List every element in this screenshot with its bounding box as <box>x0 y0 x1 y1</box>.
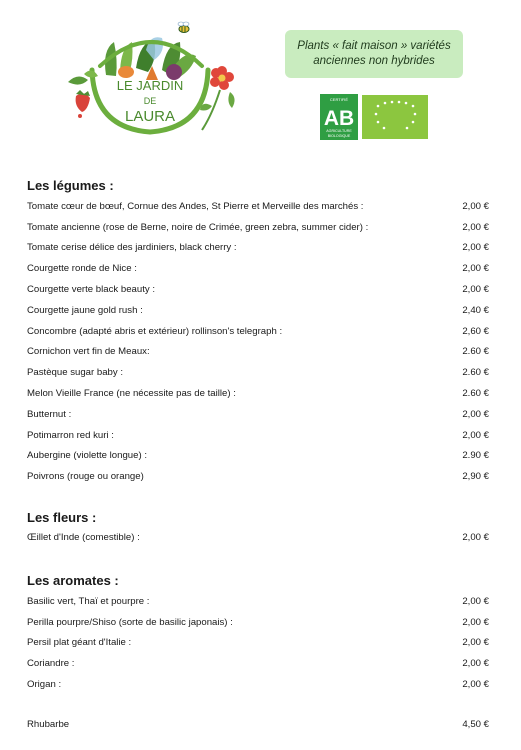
section-title-aromates: Les aromates : <box>27 573 119 588</box>
item-price: 2,00 € <box>462 221 489 233</box>
ab-biologique-text: BIOLOGIQUE <box>327 134 351 138</box>
item-price: 2,00 € <box>462 595 489 607</box>
item-price: 4,50 € <box>462 718 489 730</box>
list-item <box>27 425 489 446</box>
item-name: Persil plat géant d'Italie : <box>27 637 132 649</box>
list-item <box>27 591 489 612</box>
list-item <box>27 300 489 321</box>
jardin-de-laura-logo <box>62 20 242 145</box>
item-price: 2,00 € <box>462 408 489 420</box>
item-name: Tomate cerise délice des jardiniers, black cherry : <box>27 242 237 254</box>
list-item <box>27 404 489 425</box>
legumes-list <box>27 196 489 487</box>
list-item <box>27 383 489 404</box>
bee-icon <box>178 22 189 33</box>
section-title-legumes: Les légumes : <box>27 178 114 193</box>
list-item <box>27 674 489 695</box>
item-price: 2.60 € <box>462 367 489 379</box>
list-item <box>27 527 489 548</box>
logo-text-line1: LE JARDIN <box>116 78 184 93</box>
item-price: 2,40 € <box>462 304 489 316</box>
eu-organic-leaf-icon <box>362 95 428 139</box>
list-item <box>27 238 489 259</box>
item-name: Œillet d'Inde (comestible) : <box>27 531 140 543</box>
tagline-line2: anciennes non hybrides <box>313 55 435 67</box>
section-title-fleurs: Les fleurs : <box>27 510 97 525</box>
item-price: 2,00 € <box>462 679 489 691</box>
item-price: 2,00 € <box>462 284 489 296</box>
list-item <box>27 321 489 342</box>
item-price: 2,00 € <box>462 429 489 441</box>
list-item <box>27 342 489 363</box>
item-name: Rhubarbe <box>27 718 70 730</box>
item-name: Aubergine (violette longue) : <box>27 450 147 462</box>
list-item <box>27 714 489 735</box>
item-price: 2,00 € <box>462 263 489 275</box>
organic-certification-logo <box>320 94 430 140</box>
item-price: 2,00 € <box>462 637 489 649</box>
list-item <box>27 612 489 633</box>
list-item <box>27 217 489 238</box>
tagline-box <box>285 30 463 78</box>
item-price: 2,60 € <box>462 325 489 337</box>
item-name: Cornichon vert fin de Meaux: <box>27 346 150 358</box>
item-name: Courgette jaune gold rush : <box>27 304 143 316</box>
item-price: 2,00 € <box>462 616 489 628</box>
list-item <box>27 362 489 383</box>
item-price: 2.60 € <box>462 388 489 400</box>
list-item <box>27 653 489 674</box>
aromates-list <box>27 591 489 695</box>
ab-mark: AB <box>323 107 355 130</box>
list-item <box>27 633 489 654</box>
item-name: Pastèque sugar baby : <box>27 367 124 379</box>
item-price: 2,00 € <box>462 242 489 254</box>
item-price: 2.60 € <box>462 346 489 358</box>
logo-text-line2: DE <box>143 96 157 106</box>
list-item <box>27 466 489 487</box>
item-name: Courgette ronde de Nice : <box>27 263 137 275</box>
item-name: Coriandre : <box>27 658 75 670</box>
list-item <box>27 196 489 217</box>
item-name: Tomate ancienne (rose de Berne, noire de Crimée, green zebra, summer cider) : <box>27 221 369 233</box>
tagline-line1: Plants « fait maison » variétés <box>297 40 451 52</box>
fleurs-list <box>27 527 489 548</box>
item-price: 2,00 € <box>462 658 489 670</box>
item-name: Melon Vieille France (ne nécessite pas de taille) : <box>27 388 236 400</box>
item-price: 2,00 € <box>462 200 489 212</box>
item-name: Concombre (adapté abris et extérieur) rollinson's telegraph : <box>27 325 283 337</box>
list-item <box>27 258 489 279</box>
list-item <box>27 279 489 300</box>
item-name: Butternut : <box>27 408 72 420</box>
item-name: Tomate cœur de bœuf, Cornue des Andes, St Pierre et Merveille des marchés : <box>27 200 364 212</box>
item-price: 2.90 € <box>462 450 489 462</box>
item-name: Poivrons (rouge ou orange) <box>27 471 144 483</box>
item-name: Perilla pourpre/Shiso (sorte de basilic japonais) : <box>27 616 233 628</box>
item-name: Courgette verte black beauty : <box>27 284 155 296</box>
item-name: Origan : <box>27 679 62 691</box>
item-name: Potimarron red kuri : <box>27 429 114 441</box>
list-item <box>27 446 489 467</box>
ab-certified-text: CERTIFIÉ <box>329 97 349 102</box>
extra-list <box>27 714 489 735</box>
ab-agriculture-text: AGRICULTURE <box>326 129 352 133</box>
logo-text-line3: LAURA <box>124 108 176 125</box>
item-price: 2,90 € <box>462 471 489 483</box>
item-name: Basilic vert, Thaï et pourpre : <box>27 595 150 607</box>
item-price: 2,00 € <box>462 531 489 543</box>
